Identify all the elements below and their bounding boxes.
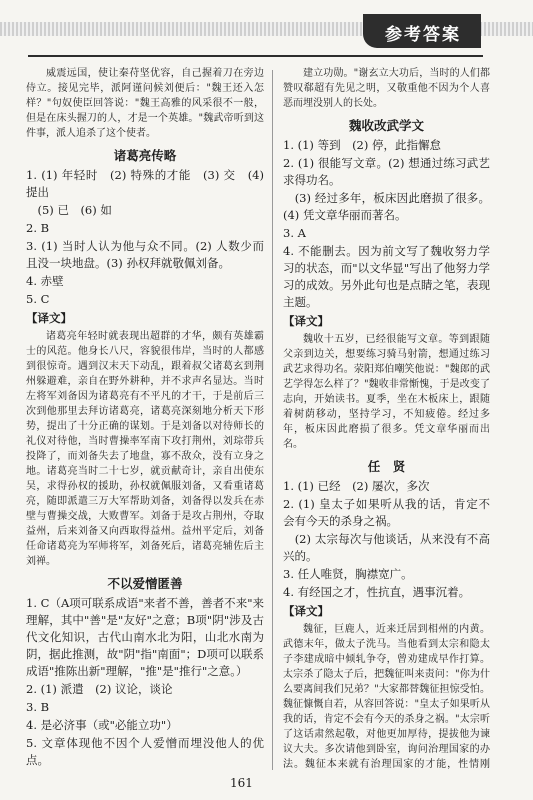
answer-line bbox=[26, 770, 264, 772]
answer-line: 5. 文章体现他不因个人爱憎而埋没他人的优点。 bbox=[26, 736, 264, 767]
header-title: 参考答案 bbox=[385, 25, 461, 45]
answer-line: 3. 任人唯贤，胸襟宽广。 bbox=[283, 567, 413, 581]
section-title: 魏收改武学文 bbox=[348, 118, 424, 133]
answer-line: (5) 已 (6) 如 bbox=[26, 203, 112, 217]
header-rule bbox=[28, 55, 483, 57]
section-title: 任 贤 bbox=[367, 459, 406, 474]
carryover-translation: 建立功勋。"谢玄立大功后，当时的人们都赞叹郗超有先见之明，又敬重他不因为个人喜恶而埋没别人的长处。 bbox=[283, 68, 490, 109]
answer-line: 3. (1) 当时人认为他与众不同。(2) 人数少而且没一块地盘。(3) 孙权拜就敬佩刘备。 bbox=[26, 239, 264, 270]
answer-line: (2) 太宗每次与他谈话，从来没有不高兴的。 bbox=[283, 532, 490, 563]
translation-text: 魏收十五岁，已经很能写文章。等到跟随父亲到边关，想要练习骑马射箭，想通过练习武艺求得功名。荥阳郑伯嘲笑他说："魏郎的武艺学得怎么样了？"魏收非常惭愧，于是改变了志向，开始读书。夏季，坐在木板床上，跟随着树荫移动，坚持学习，不知疲倦。经过多年，板床因此磨损了很多。凭文章华丽而出名。 bbox=[283, 334, 490, 450]
answer-line: 5. C bbox=[26, 292, 50, 306]
answer-line: 2. (1) 派遣 (2) 议论，谈论 bbox=[26, 682, 173, 696]
answer-line: 4. 是必济事（或"必能立功"） bbox=[26, 718, 178, 732]
page-number: 161 bbox=[230, 776, 253, 790]
left-column bbox=[26, 66, 264, 772]
answer-line: 2. (1) 很能写文章。(2) 想通过练习武艺求得功名。 bbox=[283, 156, 490, 187]
answer-line: 1. (1) 年轻时 (2) 特殊的才能 (3) 交 (4) 提出 bbox=[26, 168, 264, 199]
answer-line: 1. (1) 等到 (2) 停，此指懈怠 bbox=[283, 138, 442, 152]
translation-label: 【译文】 bbox=[26, 311, 72, 325]
translation-text: 诸葛亮年轻时就表现出超群的才华，颇有英雄霸士的风范。他身长八尺，容貌很伟岸，当时的人都感到很惊奇。遇到汉末天下动乱，跟着叔父诸葛玄到荆州躲避难，亲自在野外耕种，并不求声名显达。当时左将军刘备因为诸葛亮有不平凡的才干，于是前后三次到他那里去拜访诸葛亮，诸葛亮深刻地分析天下形势，提出了十分正确的谋划。于是刘备以对待师长的礼仪对待他，当时曹操率军南下攻打荆州，刘琮带兵投降了，而刘备失去了地盘，寡不敌众，没有立身之地。诸葛亮当时二十七岁，就贡献奇计，亲自出使东吴，求得孙权的援助，孙权就佩服刘备，又看重诸葛亮，随即派遣三万大军帮助刘备，刘备得以发兵在赤壁与曹操交战，大败曹军。刘备于是攻占荆州，夺取益州，后来刘备又向西取得益州。益州平定后，刘备任命诸葛亮为军师将军，刘备死后，诸葛亮辅佐后主刘禅。 bbox=[26, 331, 264, 567]
section-title: 不以爱憎匿善 bbox=[107, 576, 183, 591]
answer-line: 4. 有经国之才，性抗直，遇事沉着。 bbox=[283, 585, 471, 599]
answer-line: 2. (1) 皇太子如果听从我的话，肯定不会有今天的杀身之祸。 bbox=[283, 497, 490, 528]
page-header bbox=[0, 0, 533, 66]
answer-line: 2. B bbox=[26, 221, 50, 235]
translation-label: 【译文】 bbox=[283, 604, 329, 618]
section-title: 诸葛亮传略 bbox=[113, 148, 177, 163]
answer-line: 3. A bbox=[283, 226, 306, 240]
answer-line: 4. 不能删去。因为前文写了魏收努力学习的状态，而"以文华显"写出了他努力学习的成效。另外此句也是点睛之笔，表现主题。 bbox=[283, 244, 490, 309]
translation-text: 魏征，巨鹿人，近来迁居到相州的内黄。武德末年，做太子洗马。当他看到太宗和隐太子李建成暗中倾轧争夺，曾劝建成早作打算。太宗杀了隐太子后，把魏征叫来责问："你为什么要离间我们兄弟？"大家都替魏征担惊受怕。魏征慷慨自若，从容回答说："皇太子如果听从我的话，肯定不会有今天的杀身之祸。"太宗听了这话肃然起敬，对他更加厚待，提拔他为谏议大夫。多次请他到卧室，询问治理国家的办法。魏征本来就有治理国家的才能，性情刚 bbox=[283, 624, 490, 770]
answer-line: 1. (1) 已经 (2) 屡次，多次 bbox=[283, 479, 430, 493]
answer-line: 4. 赤壁 bbox=[26, 274, 64, 288]
column-divider bbox=[272, 70, 273, 770]
answer-line: 3. B bbox=[26, 700, 50, 714]
answer-line: 1. C（A项可联系成语"来者不善，善者不来"来理解，其中"善"是"友好"之意；B项"阴"涉及古代文化知识，古代山南水北为阳，山北水南为阴，据此推测，故"阴"指"南面"；D项可以联系成语"推陈出新"理解，"推"是"推行"之意。） bbox=[26, 596, 264, 678]
translation-label: 【译文】 bbox=[283, 314, 329, 328]
answer-line: (3) 经过多年，板床因此磨损了很多。(4) 凭文章华丽而著名。 bbox=[283, 191, 490, 222]
right-column bbox=[283, 66, 490, 772]
carryover-translation: 威震远国，使让秦苻坚优容，自己握着刀在旁边侍立。接见完毕，派阿谨问候刘便后："魏王还入怎样？"句奴使臣回答说："魏王高雅的风采很不一般，但是在床头握刀的人，才是一个英雄。"魏武帝听到这件事，派人追杀了这个使者。 bbox=[26, 68, 264, 139]
